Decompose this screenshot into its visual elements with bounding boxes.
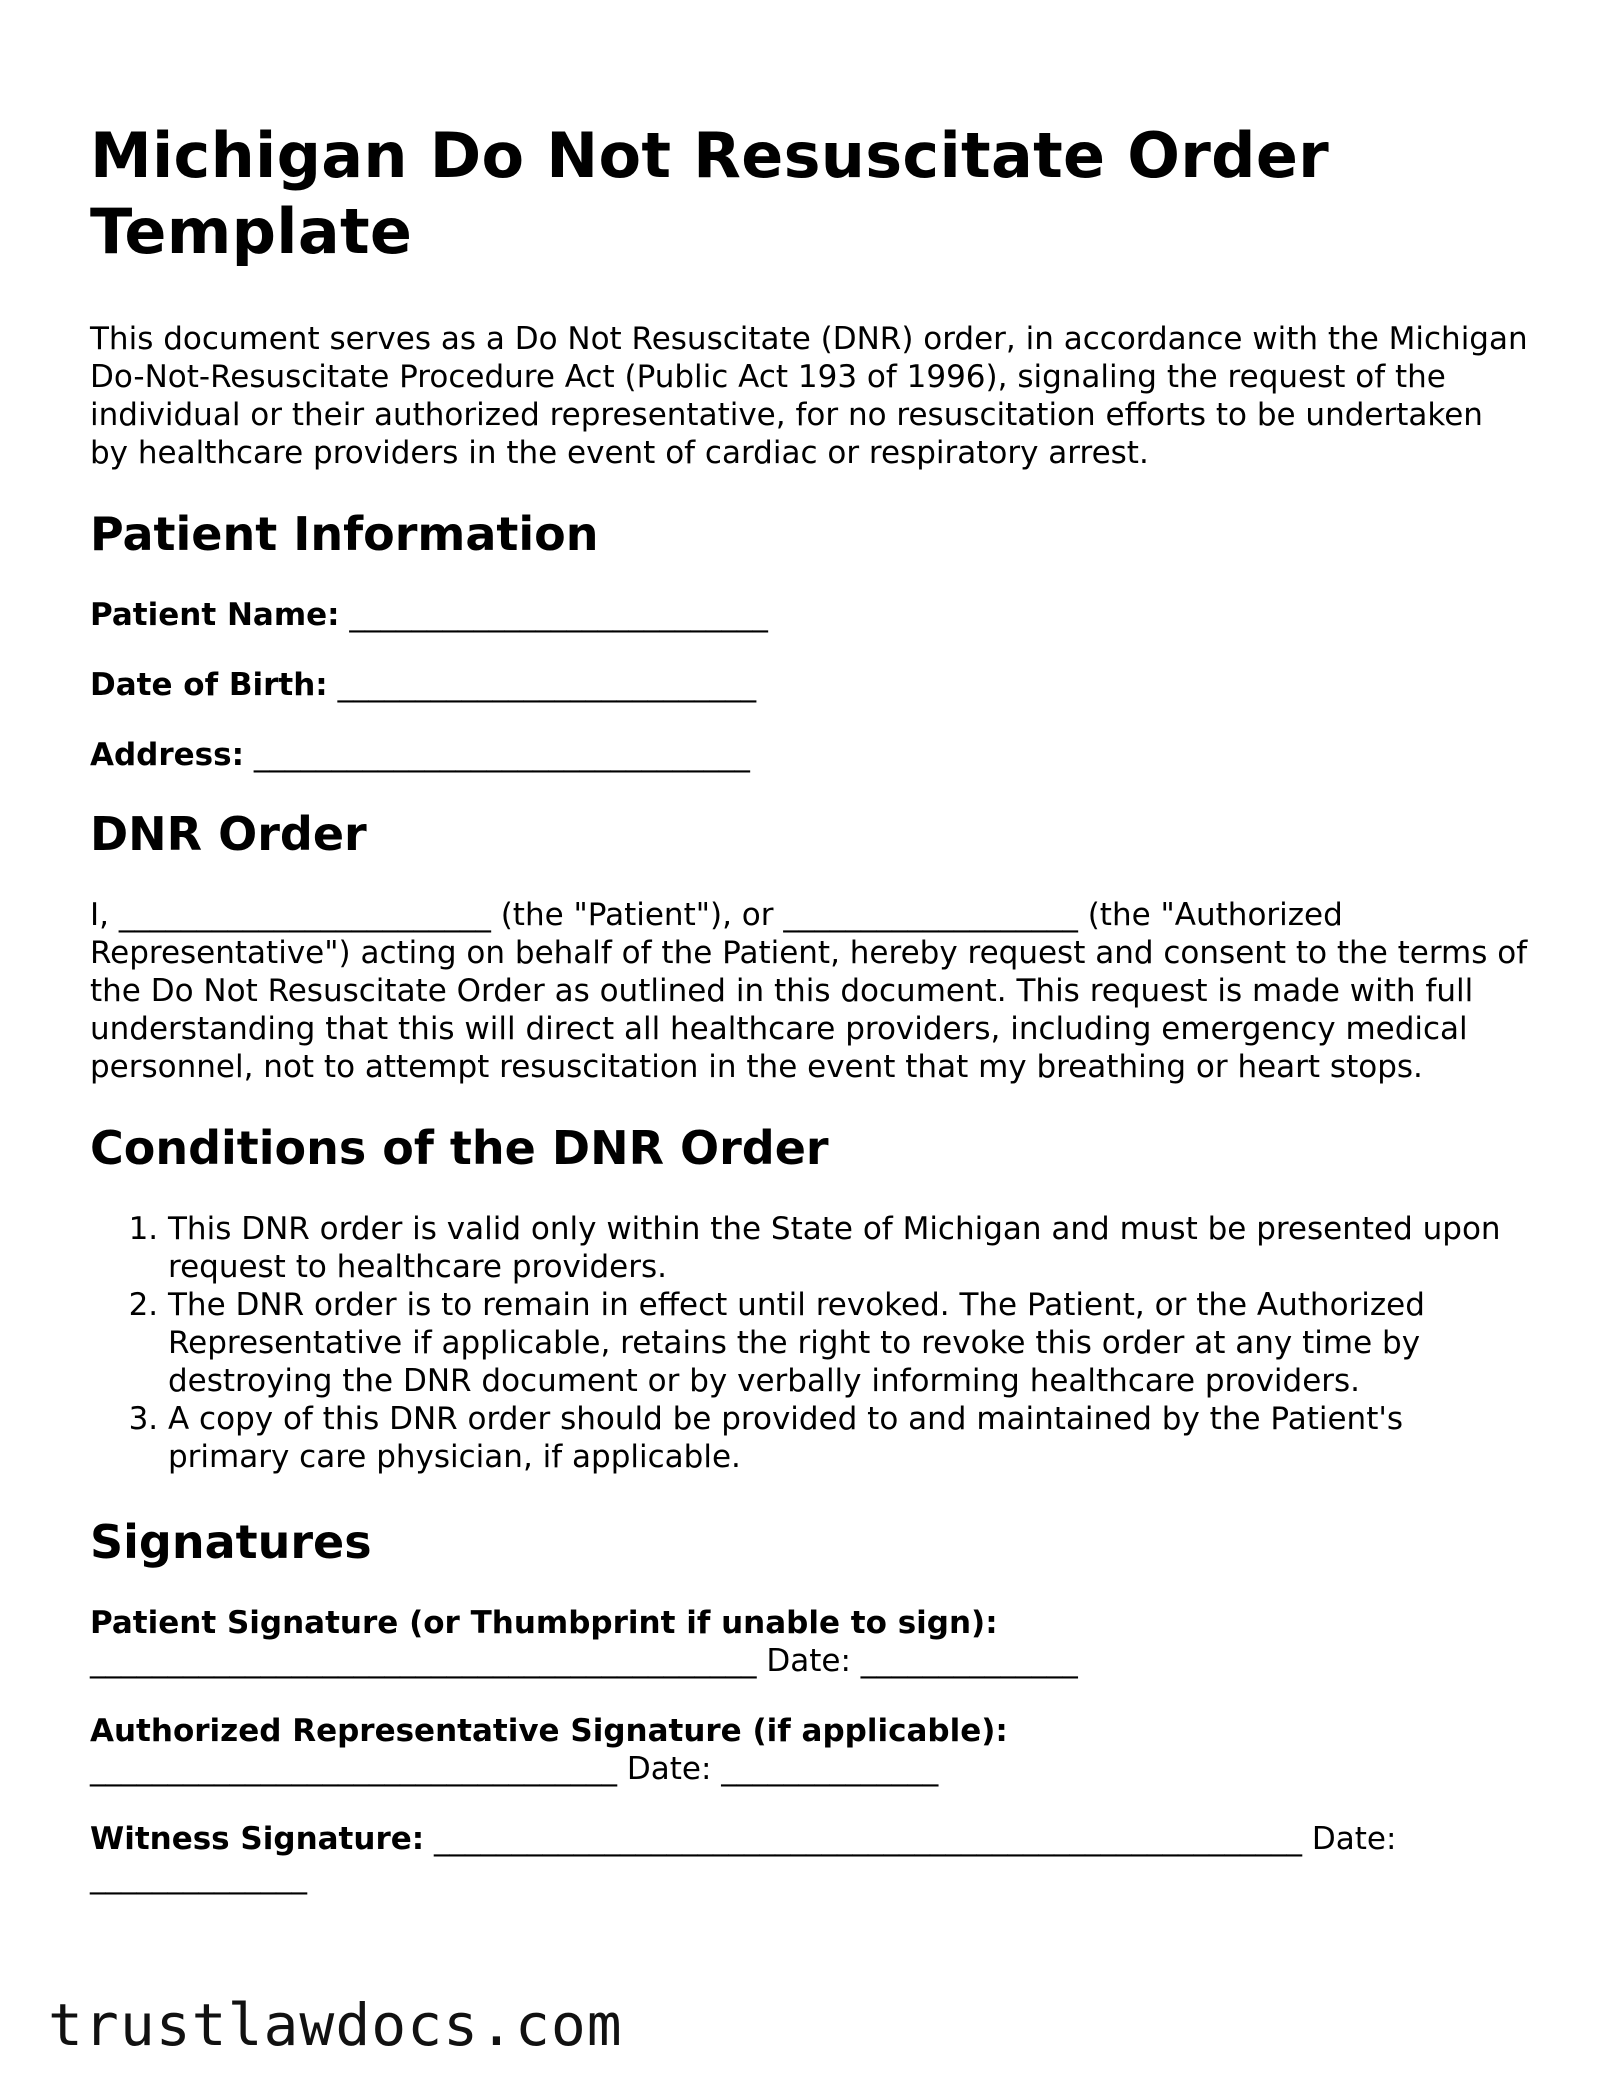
patient-signature-line[interactable]: ___________________________________________ Date: ______________: [90, 1643, 1078, 1679]
date-of-birth-field[interactable]: [90, 666, 1530, 704]
condition-item-3: 3. A copy of this DNR order should be provided to and maintained by the Patient's primary care physician, if applicable.: [168, 1400, 1530, 1476]
patient-name-field[interactable]: [90, 596, 1530, 634]
conditions-heading: Conditions of the DNR Order: [90, 1121, 829, 1175]
representative-signature-block[interactable]: [90, 1712, 1530, 1788]
signatures-heading: Signatures: [90, 1515, 372, 1569]
dnr-order-heading: DNR Order: [90, 807, 367, 861]
dnr-order-section: [90, 806, 1530, 1086]
witness-signature-line[interactable]: ________________________________________________________ Date: ______________: [90, 1821, 1397, 1895]
address-label: Address:: [90, 737, 244, 773]
patient-name-label: Patient Name:: [90, 597, 340, 633]
patient-information-section: [90, 506, 1530, 774]
condition-item-2: 2. The DNR order is to remain in effect until revoked. The Patient, or the Authorized Representative if applicable, retains the right to revoke this order at any time by destroying the DNR document or by verbally informing healthcare providers.: [168, 1286, 1530, 1400]
condition-item-1: 1. This DNR order is valid only within the State of Michigan and must be presented upon request to healthcare providers.: [168, 1210, 1530, 1286]
date-of-birth-label: Date of Birth:: [90, 667, 328, 703]
witness-signature-block[interactable]: [90, 1820, 1530, 1896]
site-watermark: trustlawdocs.com: [48, 1991, 623, 2059]
document-title: Michigan Do Not Resuscitate Order Template: [90, 119, 1330, 268]
patient-information-heading: Patient Information: [90, 507, 599, 561]
representative-signature-line[interactable]: __________________________________ Date: ______________: [90, 1751, 939, 1787]
patient-signature-label: Patient Signature (or Thumbprint if unable to sign):: [90, 1605, 998, 1641]
document-page: [90, 118, 1530, 1928]
conditions-list: [90, 1210, 1530, 1476]
address-field[interactable]: [90, 736, 1530, 774]
intro-paragraph: This document serves as a Do Not Resuscitate (DNR) order, in accordance with the Michigan Do-Not-Resuscitate Procedure Act (Public Act 193 of 1996), signaling the request of the individual or their authorized representative, for no resuscitation efforts to be undertaken by healthcare providers in the event of cardiac or respiratory arrest.: [90, 321, 1528, 471]
date-of-birth-blank[interactable]: ___________________________: [337, 667, 757, 703]
address-blank[interactable]: ________________________________: [253, 737, 750, 773]
patient-signature-block[interactable]: [90, 1604, 1530, 1680]
patient-name-blank[interactable]: ___________________________: [349, 597, 768, 633]
witness-signature-label: Witness Signature:: [90, 1821, 425, 1857]
signatures-section: [90, 1514, 1530, 1896]
conditions-section: [90, 1120, 1530, 1476]
representative-signature-label: Authorized Representative Signature (if applicable):: [90, 1713, 1008, 1749]
dnr-order-paragraph: I, ________________________ (the "Patient"), or ___________________ (the "Authorized Representative") acting on behalf of the Patient, hereby request and consent to the terms of the Do Not Resuscitate Order as outlined in this document. This request is made with full understanding that this will direct all healthcare providers, including emergency medical personnel, not to attempt resuscitation in the event that my breathing or heart stops.: [90, 897, 1528, 1085]
